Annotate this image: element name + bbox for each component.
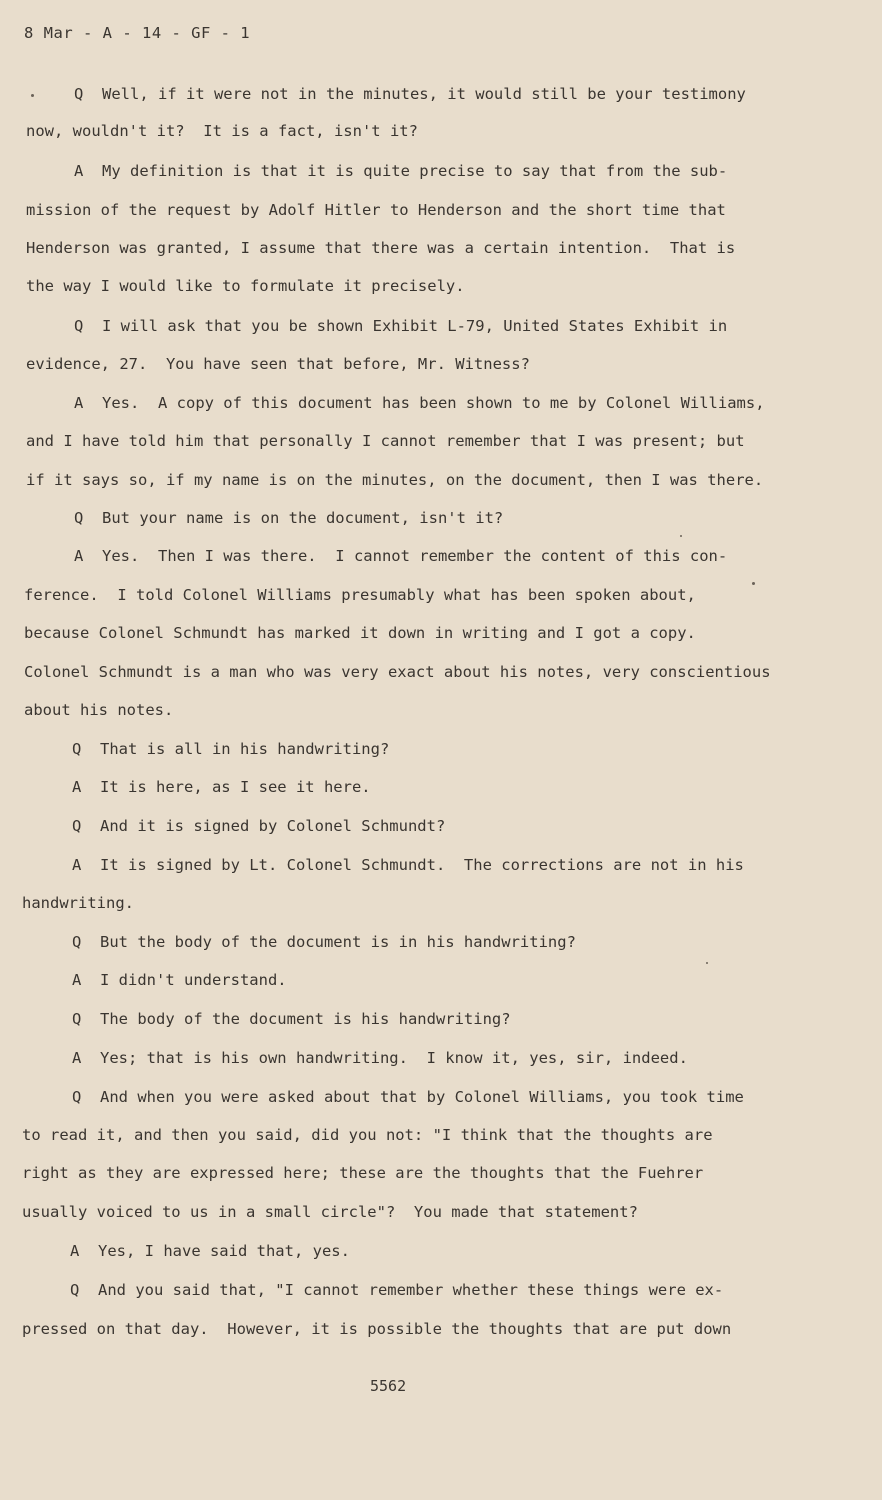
text-line: Q But the body of the document is in his handwriting? — [72, 933, 576, 951]
text-line: about his notes. — [24, 701, 174, 719]
text-line: A Yes, I have said that, yes. — [70, 1242, 350, 1260]
text-line: A My definition is that it is quite precise to say that from the sub- — [74, 162, 728, 180]
text-line: Q The body of the document is his handwriting? — [72, 1010, 511, 1028]
text-line: A Yes; that is his own handwriting. I know it, yes, sir, indeed. — [72, 1049, 688, 1067]
text-line: Henderson was granted, I assume that there was a certain intention. That is — [26, 239, 736, 257]
text-line: A It is here, as I see it here. — [72, 778, 371, 796]
text-line: handwriting. — [22, 894, 134, 912]
text-line: Q And it is signed by Colonel Schmundt? — [72, 817, 446, 835]
text-line: pressed on that day. However, it is possible the thoughts that are put down — [22, 1320, 732, 1338]
text-line: mission of the request by Adolf Hitler to Henderson and the short time that — [26, 201, 726, 219]
text-line: now, wouldn't it? It is a fact, isn't it? — [26, 122, 418, 140]
text-line: the way I would like to formulate it precisely. — [26, 277, 465, 295]
text-line: right as they are expressed here; these are the thoughts that the Fuehrer — [22, 1164, 704, 1182]
margin-mark — [752, 582, 755, 585]
text-line: A I didn't understand. — [72, 971, 287, 989]
text-line: ference. I told Colonel Williams presumably what has been spoken about, — [24, 586, 696, 604]
margin-mark — [706, 962, 708, 964]
text-line: Q Well, if it were not in the minutes, it would still be your testimony — [74, 85, 746, 103]
text-line: Q I will ask that you be shown Exhibit L-79, United States Exhibit in — [74, 317, 728, 335]
text-line: A It is signed by Lt. Colonel Schmundt. The corrections are not in his — [72, 856, 744, 874]
page-header: 8 Mar - A - 14 - GF - 1 — [24, 24, 251, 42]
text-line: Q And when you were asked about that by Colonel Williams, you took time — [72, 1088, 744, 1106]
margin-mark — [31, 94, 34, 97]
text-line: because Colonel Schmundt has marked it down in writing and I got a copy. — [24, 624, 696, 642]
margin-mark — [680, 535, 682, 537]
text-line: A Yes. Then I was there. I cannot remember the content of this con- — [74, 547, 728, 565]
text-line: Q And you said that, "I cannot remember whether these things were ex- — [70, 1281, 724, 1299]
text-line: Q That is all in his handwriting? — [72, 740, 390, 758]
text-line: A Yes. A copy of this document has been shown to me by Colonel Williams, — [74, 394, 765, 412]
text-line: to read it, and then you said, did you not: "I think that the thoughts are — [22, 1126, 713, 1144]
text-line: usually voiced to us in a small circle"? You made that statement? — [22, 1203, 638, 1221]
text-line: evidence, 27. You have seen that before, Mr. Witness? — [26, 355, 530, 373]
text-line: Colonel Schmundt is a man who was very exact about his notes, very conscientious — [24, 663, 771, 681]
text-line: Q But your name is on the document, isn't it? — [74, 509, 504, 527]
page-number: 5562 — [370, 1377, 407, 1395]
text-line: if it says so, if my name is on the minutes, on the document, then I was there. — [26, 471, 764, 489]
text-line: and I have told him that personally I cannot remember that I was present; but — [26, 432, 745, 450]
